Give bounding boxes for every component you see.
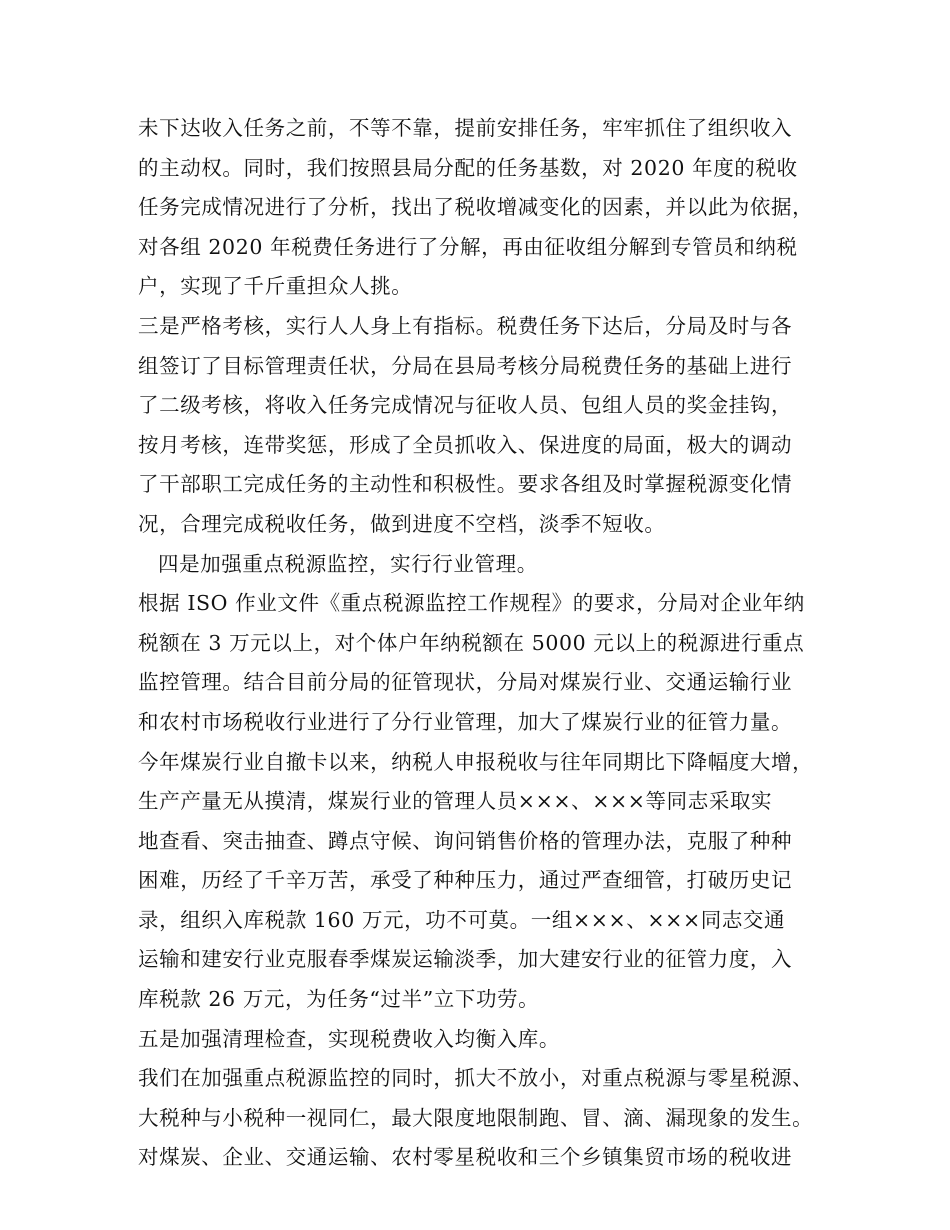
text-line: 按月考核，连带奖惩，形成了全员抓收入、保进度的局面，极大的调动 [138,432,793,457]
text-line: 况，合理完成税收任务，做到进度不空档，淡季不短收。 [138,511,666,536]
text-line: 运输和建安行业克服春季煤炭运输淡季，加大建安行业的征管力度，入 [138,947,793,972]
text-line: 任务完成情况进行了分析，找出了税收增减变化的因素，并以此为依据， [138,195,814,220]
text-line: 我们在加强重点税源监控的同时，抓大不放小，对重点税源与零星税源、 [138,1066,814,1091]
text-line: 了二级考核，将收入任务完成情况与征收人员、包组人员的奖金挂钩， [138,393,793,418]
text-line: 未下达收入任务之前，不等不靠，提前安排任务，牢牢抓住了组织收入 [138,116,793,140]
text-line: 对煤炭、企业、交通运输、农村零星税收和三个乡镇集贸市场的税收进 [138,1145,793,1170]
text-line: 税额在 3 万元以上，对个体户年纳税额在 5000 元以上的税源进行重点 [138,630,805,655]
text-line: 地查看、突击抽查、蹲点守候、询问销售价格的管理办法，克服了种种 [138,828,793,853]
text-line: 根据 ISO 作业文件《重点税源监控工作规程》的要求，分局对企业年纳 [138,591,805,616]
text-line: 今年煤炭行业自撤卡以来，纳税人申报税收与往年同期比下降幅度大增， [138,749,814,774]
section-heading: 四是加强重点税源监控，实行行业管理。 [158,551,538,576]
section-heading: 五是加强清理检查，实现税费收入均衡入库。 [138,1026,560,1051]
text-line: 库税款 26 万元，为任务“过半”立下功劳。 [138,987,540,1012]
text-line: 组签订了目标管理责任状，分局在县局考核分局税费任务的基础上进行 [138,353,793,378]
text-line: 大税种与小税种一视同仁，最大限度地限制跑、冒、滴、漏现象的发生。 [138,1105,814,1130]
body-text [138,109,828,1178]
text-line: 困难，历经了千辛万苦，承受了种种压力，通过严查细管，打破历史记 [138,868,793,893]
text-line: 生产产量无从摸清，煤炭行业的管理人员×××、×××等同志采取实 [138,789,773,814]
text-line: 录，组织入库税款 160 万元，功不可莫。一组×××、×××同志交通 [138,907,786,932]
text-line: 的主动权。同时，我们按照县局分配的任务基数，对 2020 年度的税收 [138,155,798,180]
text-line: 三是严格考核，实行人人身上有指标。税费任务下达后，分局及时与各 [138,313,793,338]
text-line: 户，实现了千斤重担众人挑。 [138,274,413,299]
text-line: 对各组 2020 年税费任务进行了分解，再由征收组分解到专管员和纳税 [138,234,798,259]
text-line: 了干部职工完成任务的主动性和积极性。要求各组及时掌握税源变化情 [138,472,793,497]
text-line: 和农村市场税收行业进行了分行业管理，加大了煤炭行业的征管力量。 [138,709,793,734]
text-line: 监控管理。结合目前分局的征管现状，分局对煤炭行业、交通运输行业 [138,670,793,695]
